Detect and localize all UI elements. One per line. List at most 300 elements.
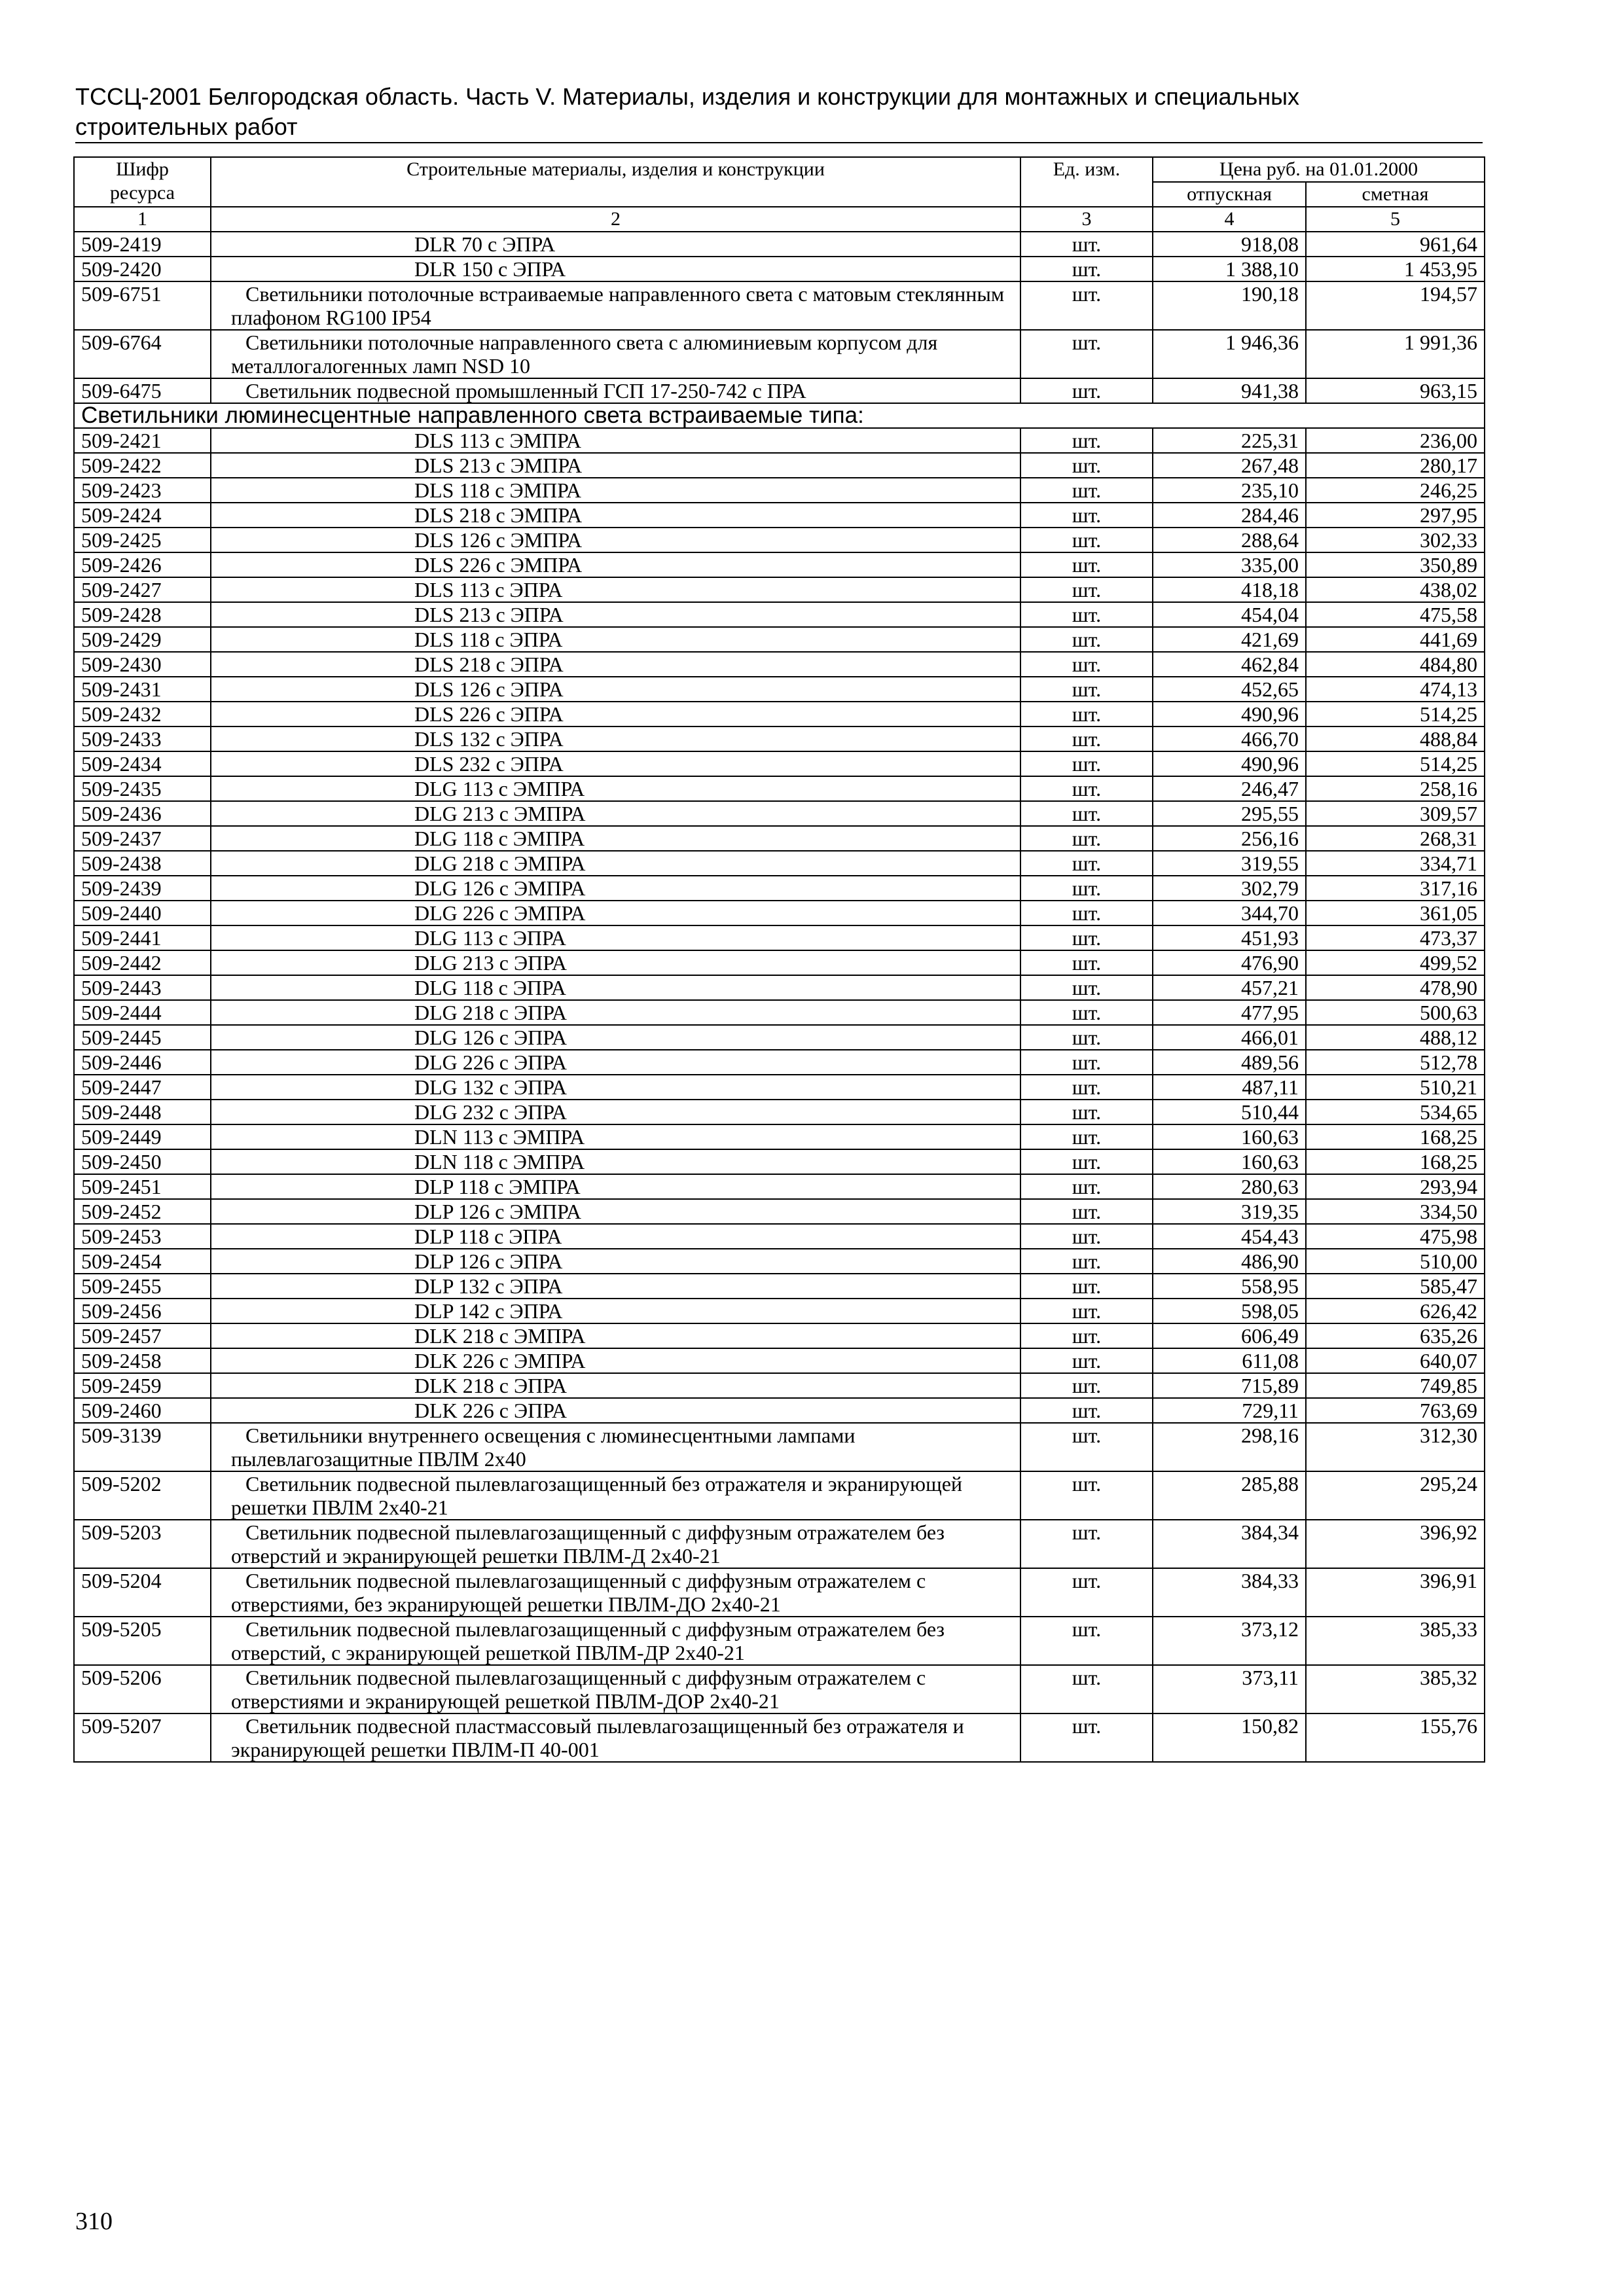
table-row <box>74 1199 1485 1224</box>
table-row <box>74 677 1485 702</box>
row-code: 509-2445 <box>74 1025 211 1050</box>
row-name: Светильники внутреннего освещения с люминесцентными лампами пылевлагозащитные ПВЛМ 2х40 <box>211 1423 1020 1471</box>
row-unit: шт. <box>1020 1323 1153 1348</box>
row-price-estimate: 500,63 <box>1306 1000 1485 1025</box>
row-unit: шт. <box>1020 232 1153 257</box>
row-name: DLP 142 с ЭПРА <box>211 1299 1020 1323</box>
table-row <box>74 453 1485 478</box>
table-row <box>74 1124 1485 1149</box>
row-unit: шт. <box>1020 677 1153 702</box>
row-name: DLP 132 с ЭПРА <box>211 1274 1020 1299</box>
row-name: DLP 126 с ЭПРА <box>211 1249 1020 1274</box>
row-price-estimate: 396,91 <box>1306 1568 1485 1617</box>
row-code: 509-2444 <box>74 1000 211 1025</box>
row-price-estimate: 1 991,36 <box>1306 330 1485 378</box>
row-price-release: 476,90 <box>1153 950 1306 975</box>
row-price-release: 384,33 <box>1153 1568 1306 1617</box>
row-code: 509-2448 <box>74 1100 211 1124</box>
row-price-release: 295,55 <box>1153 801 1306 826</box>
row-price-release: 477,95 <box>1153 1000 1306 1025</box>
table-row <box>74 1617 1485 1665</box>
row-name: DLS 118 с ЭПРА <box>211 627 1020 652</box>
row-price-release: 486,90 <box>1153 1249 1306 1274</box>
row-unit: шт. <box>1020 950 1153 975</box>
page-header <box>75 82 1483 143</box>
row-unit: шт. <box>1020 826 1153 851</box>
table-row <box>74 1274 1485 1299</box>
row-price-estimate: 478,90 <box>1306 975 1485 1000</box>
row-name: Светильник подвесной промышленный ГСП 17-250-742 с ПРА <box>211 378 1020 403</box>
row-unit: шт. <box>1020 925 1153 950</box>
row-price-estimate: 534,65 <box>1306 1100 1485 1124</box>
row-price-estimate: 168,25 <box>1306 1149 1485 1174</box>
header-title-line1: ТССЦ-2001 Белгородская область. Часть V. Материалы, изделия и конструкции для монтажных и специальных <box>75 83 1299 110</box>
row-name: DLG 226 с ЭПРА <box>211 1050 1020 1075</box>
col-header-price-group: Цена руб. на 01.01.2000 <box>1153 157 1485 182</box>
row-name: DLG 232 с ЭПРА <box>211 1100 1020 1124</box>
table-row <box>74 726 1485 751</box>
table-row <box>74 826 1485 851</box>
row-price-estimate: 963,15 <box>1306 378 1485 403</box>
row-name: DLG 118 с ЭПРА <box>211 975 1020 1000</box>
row-code: 509-5202 <box>74 1471 211 1520</box>
row-price-release: 288,64 <box>1153 528 1306 552</box>
row-name: DLP 118 с ЭПРА <box>211 1224 1020 1249</box>
row-price-release: 918,08 <box>1153 232 1306 257</box>
table-row <box>74 1471 1485 1520</box>
row-price-estimate: 317,16 <box>1306 876 1485 901</box>
row-name: DLS 213 с ЭМПРА <box>211 453 1020 478</box>
row-code: 509-2425 <box>74 528 211 552</box>
row-code: 509-2447 <box>74 1075 211 1100</box>
row-unit: шт. <box>1020 801 1153 826</box>
row-price-release: 454,43 <box>1153 1224 1306 1249</box>
col-number: 4 <box>1153 207 1306 232</box>
row-code: 509-2423 <box>74 478 211 503</box>
row-name: Светильник подвесной пылевлагозащищенный с диффузным отражателем с отверстиями, без экранирующей решетки ПВЛМ-ДО 2х40-21 <box>211 1568 1020 1617</box>
row-code: 509-6475 <box>74 378 211 403</box>
row-price-release: 558,95 <box>1153 1274 1306 1299</box>
row-code: 509-2426 <box>74 552 211 577</box>
table-row <box>74 1398 1485 1423</box>
price-table <box>73 156 1485 1763</box>
row-price-release: 729,11 <box>1153 1398 1306 1423</box>
row-price-estimate: 293,94 <box>1306 1174 1485 1199</box>
row-name: DLR 70 с ЭПРА <box>211 232 1020 257</box>
row-code: 509-2439 <box>74 876 211 901</box>
row-name: DLG 132 с ЭПРА <box>211 1075 1020 1100</box>
row-price-release: 715,89 <box>1153 1373 1306 1398</box>
row-code: 509-2432 <box>74 702 211 726</box>
table-row <box>74 950 1485 975</box>
table-row <box>74 901 1485 925</box>
row-code: 509-2442 <box>74 950 211 975</box>
row-code: 509-2449 <box>74 1124 211 1149</box>
row-price-release: 160,63 <box>1153 1124 1306 1149</box>
row-unit: шт. <box>1020 1617 1153 1665</box>
header-title-line2: строительных работ <box>75 112 1483 143</box>
row-code: 509-2443 <box>74 975 211 1000</box>
row-price-release: 462,84 <box>1153 652 1306 677</box>
row-code: 509-2441 <box>74 925 211 950</box>
row-code: 509-2454 <box>74 1249 211 1274</box>
row-code: 509-2422 <box>74 453 211 478</box>
row-name: DLS 218 с ЭПРА <box>211 652 1020 677</box>
row-price-estimate: 961,64 <box>1306 232 1485 257</box>
row-name: DLS 113 с ЭМПРА <box>211 428 1020 453</box>
row-code: 509-3139 <box>74 1423 211 1471</box>
row-price-estimate: 302,33 <box>1306 528 1485 552</box>
row-name: DLS 226 с ЭПРА <box>211 702 1020 726</box>
table-row <box>74 503 1485 528</box>
table-row <box>74 851 1485 876</box>
row-price-release: 489,56 <box>1153 1050 1306 1075</box>
row-price-release: 246,47 <box>1153 776 1306 801</box>
table-row <box>74 1050 1485 1075</box>
row-unit: шт. <box>1020 751 1153 776</box>
row-unit: шт. <box>1020 1665 1153 1713</box>
row-unit: шт. <box>1020 1299 1153 1323</box>
row-price-release: 298,16 <box>1153 1423 1306 1471</box>
row-code: 509-2420 <box>74 257 211 281</box>
col-header-estimate: сметная <box>1306 182 1485 207</box>
table-row <box>74 281 1485 330</box>
row-price-estimate: 168,25 <box>1306 1124 1485 1149</box>
row-unit: шт. <box>1020 726 1153 751</box>
row-unit: шт. <box>1020 478 1153 503</box>
row-unit: шт. <box>1020 528 1153 552</box>
row-name: Светильник подвесной пылевлагозащищенный без отражателя и экранирующей решетки ПВЛМ 2х40-21 <box>211 1471 1020 1520</box>
table-row <box>74 776 1485 801</box>
row-price-estimate: 488,84 <box>1306 726 1485 751</box>
row-name: Светильник подвесной пылевлагозащищенный с диффузным отражателем без отверстий, с экранирующей решеткой ПВЛМ-ДР 2х40-21 <box>211 1617 1020 1665</box>
row-price-estimate: 334,71 <box>1306 851 1485 876</box>
row-code: 509-2434 <box>74 751 211 776</box>
table-section <box>74 403 1485 428</box>
table-row <box>74 528 1485 552</box>
row-unit: шт. <box>1020 1000 1153 1025</box>
table-row <box>74 975 1485 1000</box>
row-price-release: 1 388,10 <box>1153 257 1306 281</box>
row-unit: шт. <box>1020 602 1153 627</box>
col-header-code: Шифр ресурса <box>74 157 211 207</box>
row-name: DLG 226 с ЭМПРА <box>211 901 1020 925</box>
row-name: DLK 218 с ЭМПРА <box>211 1323 1020 1348</box>
col-header-unit: Ед. изм. <box>1020 157 1153 207</box>
row-price-estimate: 312,30 <box>1306 1423 1485 1471</box>
section-title: Светильники люминесцентные направленного света встраиваемые типа: <box>74 403 1485 428</box>
row-price-release: 454,04 <box>1153 602 1306 627</box>
row-name: Светильники потолочные направленного света с алюминиевым корпусом для металлогалогенных ламп NSD 10 <box>211 330 1020 378</box>
row-price-estimate: 246,25 <box>1306 478 1485 503</box>
row-code: 509-2459 <box>74 1373 211 1398</box>
row-price-estimate: 295,24 <box>1306 1471 1485 1520</box>
table-row <box>74 1100 1485 1124</box>
row-unit: шт. <box>1020 1224 1153 1249</box>
row-code: 509-2433 <box>74 726 211 751</box>
table-row <box>74 552 1485 577</box>
row-unit: шт. <box>1020 1274 1153 1299</box>
row-code: 509-2457 <box>74 1323 211 1348</box>
row-code: 509-2452 <box>74 1199 211 1224</box>
row-price-estimate: 297,95 <box>1306 503 1485 528</box>
table-row <box>74 1224 1485 1249</box>
table-row <box>74 257 1485 281</box>
row-unit: шт. <box>1020 281 1153 330</box>
row-price-estimate: 385,33 <box>1306 1617 1485 1665</box>
row-price-release: 606,49 <box>1153 1323 1306 1348</box>
col-number: 3 <box>1020 207 1153 232</box>
table-row <box>74 876 1485 901</box>
row-code: 509-5205 <box>74 1617 211 1665</box>
row-unit: шт. <box>1020 702 1153 726</box>
table-row <box>74 1568 1485 1617</box>
row-code: 509-2431 <box>74 677 211 702</box>
row-unit: шт. <box>1020 1713 1153 1762</box>
row-price-estimate: 334,50 <box>1306 1199 1485 1224</box>
row-code: 509-2428 <box>74 602 211 627</box>
page-number: 310 <box>75 2208 113 2235</box>
row-price-release: 457,21 <box>1153 975 1306 1000</box>
row-unit: шт. <box>1020 776 1153 801</box>
row-unit: шт. <box>1020 1398 1153 1423</box>
row-price-release: 421,69 <box>1153 627 1306 652</box>
row-price-estimate: 749,85 <box>1306 1373 1485 1398</box>
row-name: Светильник подвесной пылевлагозащищенный с диффузным отражателем с отверстиями и экранирующей решеткой ПВЛМ-ДОР 2х40-21 <box>211 1665 1020 1713</box>
table-row <box>74 478 1485 503</box>
row-unit: шт. <box>1020 1100 1153 1124</box>
row-code: 509-2436 <box>74 801 211 826</box>
row-name: DLG 126 с ЭМПРА <box>211 876 1020 901</box>
row-price-release: 302,79 <box>1153 876 1306 901</box>
row-price-release: 384,34 <box>1153 1520 1306 1568</box>
row-code: 509-2460 <box>74 1398 211 1423</box>
row-unit: шт. <box>1020 1174 1153 1199</box>
row-price-estimate: 510,00 <box>1306 1249 1485 1274</box>
row-unit: шт. <box>1020 901 1153 925</box>
row-price-release: 335,00 <box>1153 552 1306 577</box>
table-body-main <box>74 428 1485 1762</box>
table-row <box>74 232 1485 257</box>
row-price-release: 611,08 <box>1153 1348 1306 1373</box>
table-row <box>74 702 1485 726</box>
row-price-estimate: 514,25 <box>1306 751 1485 776</box>
row-price-estimate: 155,76 <box>1306 1713 1485 1762</box>
table-row <box>74 751 1485 776</box>
row-unit: шт. <box>1020 503 1153 528</box>
row-unit: шт. <box>1020 1050 1153 1075</box>
row-unit: шт. <box>1020 330 1153 378</box>
row-price-release: 235,10 <box>1153 478 1306 503</box>
row-price-release: 150,82 <box>1153 1713 1306 1762</box>
row-unit: шт. <box>1020 257 1153 281</box>
row-code: 509-2446 <box>74 1050 211 1075</box>
table-row <box>74 627 1485 652</box>
row-unit: шт. <box>1020 627 1153 652</box>
row-name: DLN 113 с ЭМПРА <box>211 1124 1020 1149</box>
row-price-estimate: 510,21 <box>1306 1075 1485 1100</box>
row-price-estimate: 438,02 <box>1306 577 1485 602</box>
row-code: 509-2450 <box>74 1149 211 1174</box>
row-price-estimate: 640,07 <box>1306 1348 1485 1373</box>
row-unit: шт. <box>1020 1373 1153 1398</box>
row-price-estimate: 512,78 <box>1306 1050 1485 1075</box>
row-price-release: 280,63 <box>1153 1174 1306 1199</box>
row-name: DLG 113 с ЭПРА <box>211 925 1020 950</box>
row-price-release: 941,38 <box>1153 378 1306 403</box>
row-name: DLK 226 с ЭПРА <box>211 1398 1020 1423</box>
row-price-estimate: 1 453,95 <box>1306 257 1485 281</box>
row-price-estimate: 268,31 <box>1306 826 1485 851</box>
row-price-estimate: 236,00 <box>1306 428 1485 453</box>
row-unit: шт. <box>1020 552 1153 577</box>
row-name: DLP 126 с ЭМПРА <box>211 1199 1020 1224</box>
row-name: DLG 213 с ЭПРА <box>211 950 1020 975</box>
row-code: 509-2435 <box>74 776 211 801</box>
row-price-release: 598,05 <box>1153 1299 1306 1323</box>
row-price-release: 160,63 <box>1153 1149 1306 1174</box>
table-row <box>74 652 1485 677</box>
row-price-release: 256,16 <box>1153 826 1306 851</box>
row-name: DLS 132 с ЭПРА <box>211 726 1020 751</box>
table-row <box>74 1174 1485 1199</box>
table-row <box>74 1520 1485 1568</box>
row-code: 509-5203 <box>74 1520 211 1568</box>
table-row <box>74 602 1485 627</box>
row-price-estimate: 514,25 <box>1306 702 1485 726</box>
row-code: 509-2456 <box>74 1299 211 1323</box>
table-row <box>74 428 1485 453</box>
table-row <box>74 801 1485 826</box>
section-row <box>74 403 1485 428</box>
row-code: 509-5204 <box>74 1568 211 1617</box>
row-name: DLG 118 с ЭМПРА <box>211 826 1020 851</box>
row-unit: шт. <box>1020 1149 1153 1174</box>
row-code: 509-2453 <box>74 1224 211 1249</box>
row-name: DLG 126 с ЭПРА <box>211 1025 1020 1050</box>
row-name: DLK 226 с ЭМПРА <box>211 1348 1020 1373</box>
row-unit: шт. <box>1020 1025 1153 1050</box>
table-row <box>74 1373 1485 1398</box>
row-price-release: 466,01 <box>1153 1025 1306 1050</box>
table-row <box>74 1665 1485 1713</box>
table-row <box>74 1323 1485 1348</box>
row-code: 509-6764 <box>74 330 211 378</box>
row-name: DLS 126 с ЭМПРА <box>211 528 1020 552</box>
table-row <box>74 1149 1485 1174</box>
row-price-estimate: 585,47 <box>1306 1274 1485 1299</box>
row-code: 509-2437 <box>74 826 211 851</box>
row-code: 509-2458 <box>74 1348 211 1373</box>
row-unit: шт. <box>1020 577 1153 602</box>
row-price-release: 1 946,36 <box>1153 330 1306 378</box>
row-price-estimate: 361,05 <box>1306 901 1485 925</box>
row-name: DLS 218 с ЭМПРА <box>211 503 1020 528</box>
row-price-release: 225,31 <box>1153 428 1306 453</box>
col-number: 2 <box>211 207 1020 232</box>
row-price-estimate: 194,57 <box>1306 281 1485 330</box>
row-price-release: 319,55 <box>1153 851 1306 876</box>
row-price-release: 344,70 <box>1153 901 1306 925</box>
row-price-estimate: 626,42 <box>1306 1299 1485 1323</box>
table-row <box>74 1348 1485 1373</box>
table-row <box>74 925 1485 950</box>
row-code: 509-2455 <box>74 1274 211 1299</box>
row-price-estimate: 763,69 <box>1306 1398 1485 1423</box>
row-price-release: 490,96 <box>1153 702 1306 726</box>
row-price-estimate: 635,26 <box>1306 1323 1485 1348</box>
col-number: 1 <box>74 207 211 232</box>
row-price-estimate: 441,69 <box>1306 627 1485 652</box>
row-unit: шт. <box>1020 428 1153 453</box>
row-unit: шт. <box>1020 1471 1153 1520</box>
row-name: DLP 118 с ЭМПРА <box>211 1174 1020 1199</box>
row-price-estimate: 309,57 <box>1306 801 1485 826</box>
row-unit: шт. <box>1020 1423 1153 1471</box>
table-row <box>74 1423 1485 1471</box>
row-code: 509-6751 <box>74 281 211 330</box>
row-unit: шт. <box>1020 1568 1153 1617</box>
row-unit: шт. <box>1020 1520 1153 1568</box>
row-code: 509-2427 <box>74 577 211 602</box>
row-unit: шт. <box>1020 378 1153 403</box>
table-row <box>74 577 1485 602</box>
row-code: 509-5206 <box>74 1665 211 1713</box>
row-price-release: 267,48 <box>1153 453 1306 478</box>
row-price-estimate: 280,17 <box>1306 453 1485 478</box>
row-price-release: 373,12 <box>1153 1617 1306 1665</box>
row-code: 509-2438 <box>74 851 211 876</box>
row-name: Светильник подвесной пластмассовый пылевлагозащищенный без отражателя и экранирующей решетки ПВЛМ-П 40-001 <box>211 1713 1020 1762</box>
row-name: Светильники потолочные встраиваемые направленного света с матовым стеклянным плафоном RG100 IP54 <box>211 281 1020 330</box>
row-code: 509-2429 <box>74 627 211 652</box>
table-head <box>74 157 1485 232</box>
row-code: 509-2430 <box>74 652 211 677</box>
row-price-estimate: 473,37 <box>1306 925 1485 950</box>
row-code: 509-2421 <box>74 428 211 453</box>
table-row <box>74 1299 1485 1323</box>
row-unit: шт. <box>1020 1075 1153 1100</box>
row-unit: шт. <box>1020 1348 1153 1373</box>
col-header-release: отпускная <box>1153 182 1306 207</box>
row-price-estimate: 396,92 <box>1306 1520 1485 1568</box>
row-code: 509-5207 <box>74 1713 211 1762</box>
row-price-release: 466,70 <box>1153 726 1306 751</box>
row-name: DLS 113 с ЭПРА <box>211 577 1020 602</box>
table-row <box>74 378 1485 403</box>
row-unit: шт. <box>1020 453 1153 478</box>
row-code: 509-2424 <box>74 503 211 528</box>
row-code: 509-2440 <box>74 901 211 925</box>
row-price-estimate: 475,58 <box>1306 602 1485 627</box>
row-code: 509-2451 <box>74 1174 211 1199</box>
row-price-release: 319,35 <box>1153 1199 1306 1224</box>
col-number: 5 <box>1306 207 1485 232</box>
table-row <box>74 1025 1485 1050</box>
row-name: DLS 213 с ЭПРА <box>211 602 1020 627</box>
table-row <box>74 330 1485 378</box>
row-price-estimate: 499,52 <box>1306 950 1485 975</box>
row-unit: шт. <box>1020 975 1153 1000</box>
col-header-name: Строительные материалы, изделия и конструкции <box>211 157 1020 207</box>
row-name: DLK 218 с ЭПРА <box>211 1373 1020 1398</box>
row-name: DLR 150 с ЭПРА <box>211 257 1020 281</box>
table-body-top <box>74 232 1485 403</box>
row-price-release: 285,88 <box>1153 1471 1306 1520</box>
row-price-estimate: 385,32 <box>1306 1665 1485 1713</box>
row-price-release: 452,65 <box>1153 677 1306 702</box>
row-unit: шт. <box>1020 1249 1153 1274</box>
